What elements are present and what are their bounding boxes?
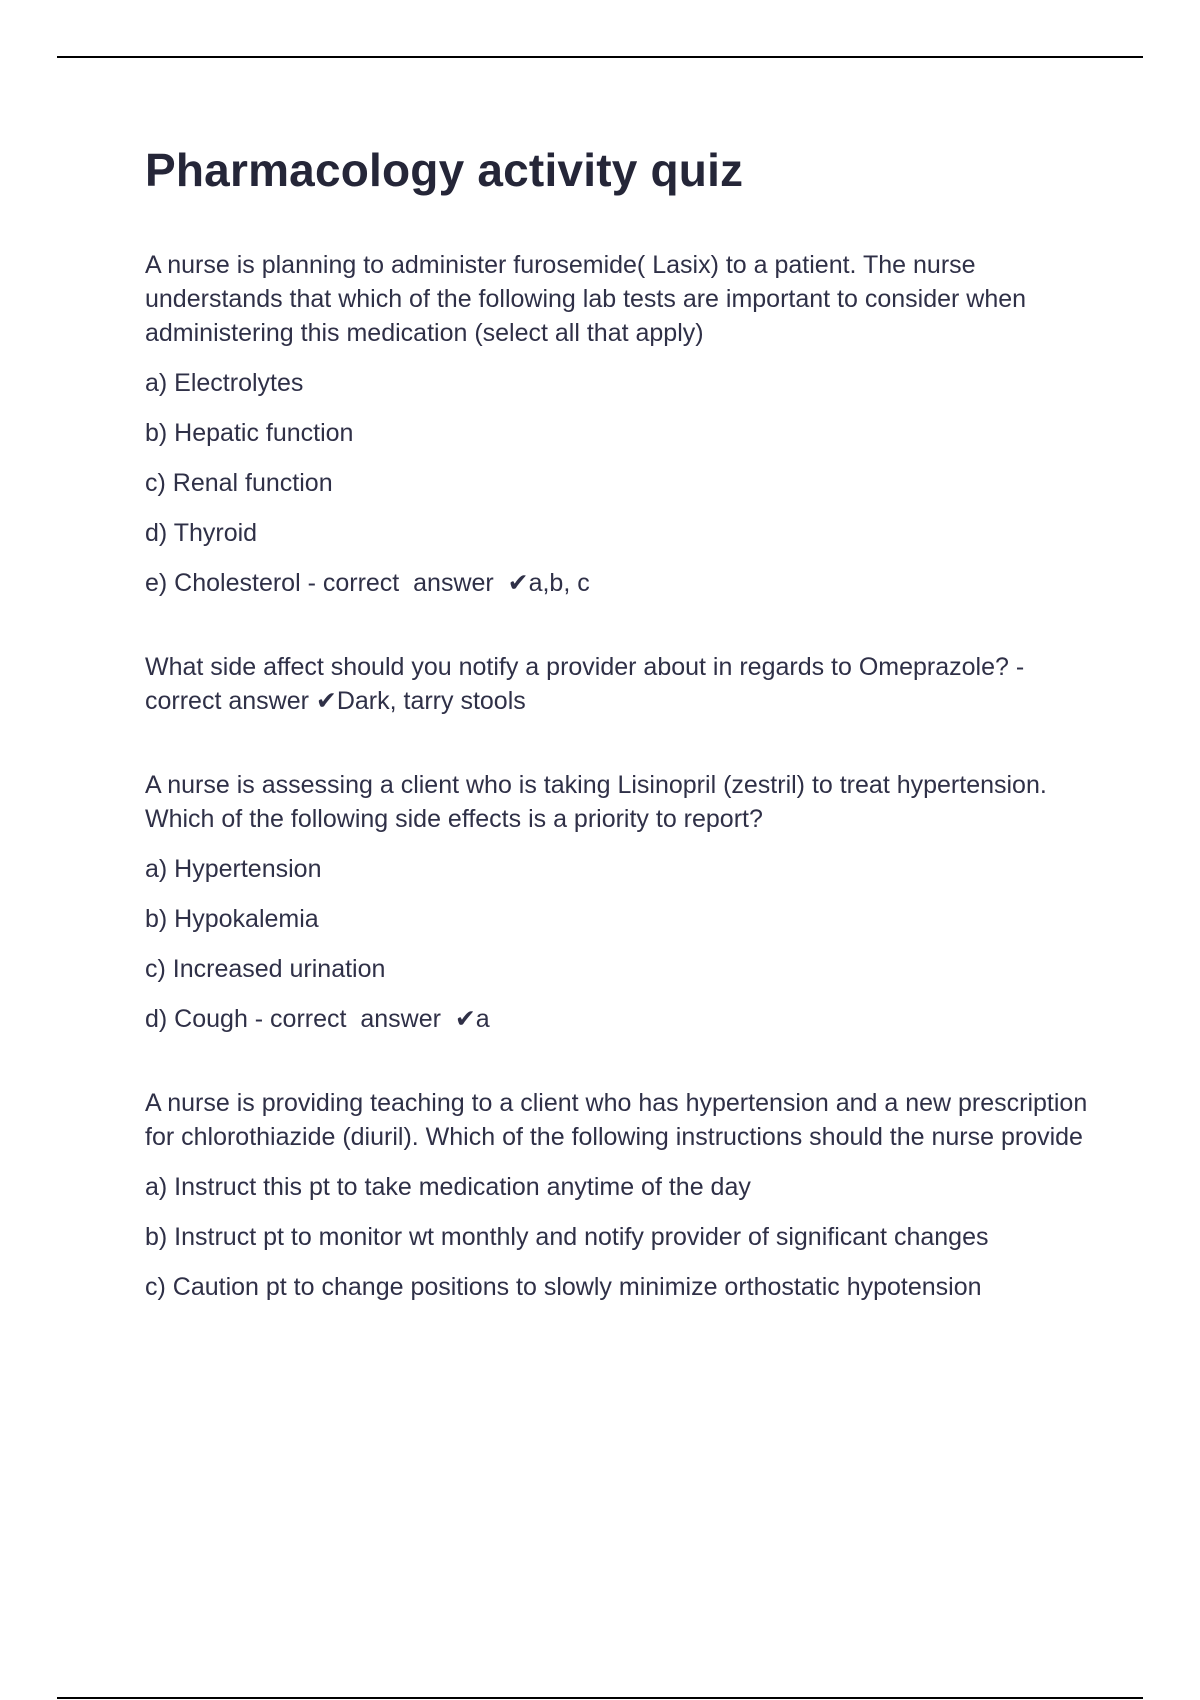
option-item: c) Caution pt to change positions to slowly minimize orthostatic hypotension	[145, 1273, 982, 1301]
question-1	[145, 248, 1095, 600]
document-body	[145, 142, 1095, 1304]
option-item: c) Increased urination	[145, 955, 386, 983]
option-list	[145, 366, 1095, 600]
option-item: c) Renal function	[145, 469, 333, 497]
option-item: b) Instruct pt to monitor wt monthly and notify provider of significant changes	[145, 1223, 989, 1251]
bottom-divider	[57, 1697, 1143, 1699]
option-item: d) Thyroid	[145, 519, 258, 547]
option-item-with-answer: d) Cough - correct answer ✔a	[145, 1005, 490, 1033]
option-item: a) Electrolytes	[145, 369, 304, 397]
question-3	[145, 768, 1095, 1036]
question-text: A nurse is planning to administer furosemide( Lasix) to a patient. The nurse understands that which of the following lab tests are important to consider when administering this medication (select all that apply)	[145, 251, 1027, 347]
question-text-with-answer: What side affect should you notify a provider about in regards to Omeprazole? - correct answer ✔Dark, tarry stools	[145, 653, 1025, 715]
option-list	[145, 1170, 1095, 1304]
page-title: Pharmacology activity quiz	[145, 144, 744, 196]
option-list	[145, 852, 1095, 1036]
question-4	[145, 1086, 1095, 1304]
option-item-with-answer: e) Cholesterol - correct answer ✔a,b, c	[145, 569, 590, 597]
question-text: A nurse is providing teaching to a client who has hypertension and a new prescription for chlorothiazide (diuril). Which of the following instructions should the nurse provide	[145, 1089, 1088, 1151]
option-item: b) Hypokalemia	[145, 905, 319, 933]
question-text: A nurse is assessing a client who is taking Lisinopril (zestril) to treat hypertension. Which of the following side effects is a priority to report?	[145, 771, 1047, 833]
question-2	[145, 650, 1095, 718]
top-divider	[57, 56, 1143, 58]
option-item: b) Hepatic function	[145, 419, 354, 447]
option-item: a) Instruct this pt to take medication anytime of the day	[145, 1173, 751, 1201]
option-item: a) Hypertension	[145, 855, 322, 883]
